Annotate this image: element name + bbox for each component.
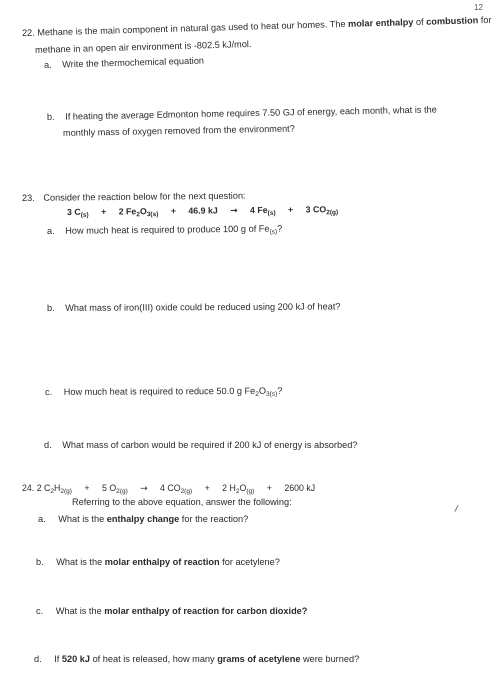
- q24-a-letter: a.: [38, 514, 46, 524]
- q23-number: 23.: [21, 192, 35, 203]
- q23-b-letter: b.: [46, 302, 55, 313]
- q23-part-d: d. What mass of carbon would be required if 200 kJ of energy is absorbed?: [44, 440, 358, 450]
- q24-part-d: d. If 520 kJ of heat is released, how many grams of acetylene were burned?: [34, 654, 360, 664]
- q24-number: 24.: [22, 483, 35, 493]
- q24-b-letter: b.: [36, 557, 44, 567]
- q24-part-a: a. What is the enthalpy change for the reaction?: [38, 514, 249, 524]
- q23-a-letter: a.: [46, 225, 55, 236]
- q22-b-letter: b.: [46, 111, 55, 122]
- q23-part-c: c. How much heat is required to reduce 50.0 g $Fe_2O_{3(s)}$?: [44, 385, 283, 398]
- q23-c-letter: c.: [44, 386, 53, 397]
- q22-line1: 22. Methane is the main component in natural gas used to heat our homes. The molar enthalpy of combustion for: [21, 14, 492, 38]
- page-number: 12: [474, 3, 483, 12]
- q23-part-b: b. What mass of iron(III) oxide could be reduced using 200 kJ of heat?: [46, 301, 341, 313]
- q24-part-c: c. What is the molar enthalpy of reaction for carbon dioxide?: [36, 606, 308, 616]
- q22-a-letter: a.: [43, 59, 52, 70]
- pen-mark: [454, 505, 458, 512]
- reaction-arrow-icon: →: [230, 206, 238, 217]
- q23-equation: 3 $C_{(s)} + 2$ $Fe_2O_{3(s)} + 46.9$ kJ → 4 $Fe_{(s)} + 3$ $CO_{2(g)}$: [66, 204, 339, 219]
- reaction-arrow-icon: →: [140, 484, 148, 494]
- q22-number: 22.: [21, 27, 35, 38]
- q23-part-a: a. How much heat is required to produce 100 g of $Fe_{(s)}$?: [46, 223, 283, 236]
- q22-a-text: Write the thermochemical equation: [62, 55, 205, 70]
- q24-d-letter: d.: [34, 654, 42, 664]
- q22-part-a: [44, 56, 204, 71]
- q22-part-b-line2: monthly mass of oxygen removed from the environment?: [62, 123, 295, 138]
- q22-part-b-line1: [47, 105, 437, 124]
- q24-equation: 24. 2 $C_2H_{2(g)} + 5$ $O_{2(g)} \to 4$ $CO_{2(g)} + 2$ $H_2O_{(g)} + 2600$ kJ: [22, 483, 316, 495]
- q24-c-letter: c.: [36, 606, 44, 616]
- q24-referring: Referring to the above equation, answer the following:: [72, 497, 292, 507]
- q23-intro: 23. Consider the reaction below for the next question:: [21, 190, 246, 203]
- q22-line2: methane in an open air environment is -802.5 kJ/mol.: [34, 38, 252, 55]
- q22-b-text: If heating the average Edmonton home requires 7.50 GJ of energy, each month, what is the: [65, 104, 437, 122]
- q24-part-b: b. What is the molar enthalpy of reaction for acetylene?: [36, 557, 280, 567]
- q23-d-letter: d.: [44, 440, 52, 450]
